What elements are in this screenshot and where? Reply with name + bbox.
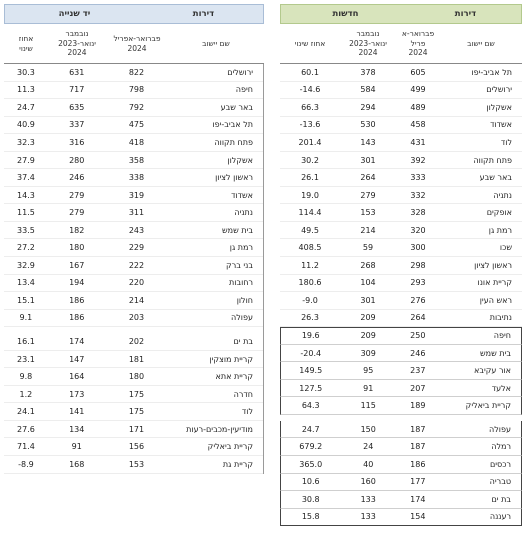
pct-cell: 66.3: [301, 102, 319, 112]
used-header-name: שם יישוב: [202, 38, 230, 48]
table-row: [4, 152, 263, 170]
table-row: [280, 239, 522, 257]
prev-period-cell: 141: [69, 407, 85, 417]
settlement-name-cell: קריית אונו: [477, 278, 512, 288]
pct-cell: 11.5: [17, 208, 35, 218]
prev-period-cell: 164: [69, 372, 85, 382]
used-header-curr: פברואר-אפריל 2024: [113, 34, 161, 53]
table-row: [280, 491, 522, 509]
prev-period-cell: 279: [69, 208, 85, 218]
current-period-cell: 392: [410, 155, 426, 165]
pct-cell: 149.5: [299, 366, 323, 376]
prev-period-cell: 309: [360, 348, 376, 358]
table-row: [280, 257, 522, 275]
pct-cell: 408.5: [298, 243, 322, 253]
prev-period-cell: 150: [360, 424, 376, 434]
used-banner-sub: דירות: [192, 9, 215, 19]
prev-period-cell: 264: [360, 173, 376, 183]
prev-period-cell: 209: [360, 313, 376, 323]
new-header-name: שם יישוב: [467, 38, 495, 48]
pct-cell: 13.4: [17, 278, 35, 288]
settlement-name-cell: נתיבות: [489, 313, 512, 323]
table-row: [280, 222, 522, 240]
pct-cell: 37.4: [17, 173, 35, 183]
current-period-cell: 798: [128, 85, 145, 95]
settlement-name-cell: לוד: [241, 407, 253, 417]
current-period-cell: 475: [128, 120, 145, 130]
table-row: [4, 134, 263, 152]
settlement-name-cell: עפולה: [489, 424, 511, 434]
table-row: [280, 310, 522, 328]
current-period-cell: 243: [128, 225, 145, 235]
settlement-name-cell: עפולה: [231, 313, 253, 323]
pct-cell: 30.2: [301, 155, 319, 165]
current-period-cell: 458: [410, 120, 426, 130]
settlement-name-cell: בני ברק: [226, 260, 253, 270]
pct-cell: 32.3: [17, 137, 35, 147]
used-table-body: [4, 64, 264, 474]
settlement-name-cell: חדרה: [233, 389, 253, 399]
table-row: [280, 421, 522, 439]
prev-period-cell: 186: [69, 313, 85, 323]
current-period-cell: 276: [410, 295, 426, 305]
used-banner-title: יד שנייה: [58, 9, 91, 19]
settlement-name-cell: באר שבע: [479, 173, 512, 183]
pct-cell: -20.4: [300, 348, 322, 358]
settlement-name-cell: חולון: [236, 295, 253, 305]
settlement-name-cell: ירושלים: [486, 85, 512, 95]
settlement-name-cell: חיפה: [235, 85, 253, 95]
prev-period-cell: 378: [360, 67, 376, 77]
pct-cell: 114.4: [298, 208, 322, 218]
prev-period-cell: 294: [360, 102, 376, 112]
table-row: [4, 386, 263, 404]
settlement-name-cell: בית שמש: [480, 348, 511, 358]
current-period-cell: 177: [410, 477, 426, 487]
prev-period-cell: 186: [69, 295, 85, 305]
prev-period-cell: 635: [69, 102, 85, 112]
settlement-name-cell: רמת גן: [488, 225, 512, 235]
used-banner: [4, 4, 264, 24]
pct-cell: 32.9: [17, 260, 35, 270]
current-period-cell: 298: [410, 260, 426, 270]
settlement-name-cell: ראשון לציון: [215, 173, 253, 183]
prev-period-cell: 133: [360, 494, 376, 504]
settlement-name-cell: נתניה: [234, 208, 253, 218]
table-row: [4, 438, 263, 456]
current-period-cell: 175: [128, 389, 145, 399]
pct-cell: 11.2: [301, 260, 319, 270]
prev-period-cell: 40: [363, 459, 374, 469]
table-row: [4, 82, 263, 100]
current-period-cell: 293: [410, 278, 426, 288]
settlement-name-cell: קריית מוצקין: [209, 354, 253, 364]
current-period-cell: 499: [410, 85, 426, 95]
settlement-name-cell: קריית אתא: [215, 372, 253, 382]
settlement-name-cell: בת ים: [233, 336, 253, 346]
settlement-name-cell: רמלה: [491, 442, 511, 452]
current-period-cell: 153: [128, 459, 145, 469]
prev-period-cell: 214: [360, 225, 376, 235]
current-period-cell: 328: [410, 208, 426, 218]
settlement-name-cell: בית שמש: [222, 225, 253, 235]
table-row: [4, 456, 263, 474]
pct-cell: 19.6: [301, 331, 320, 341]
table-row: [280, 362, 522, 380]
current-period-cell: 320: [410, 225, 426, 235]
prev-period-cell: 95: [363, 366, 374, 376]
table-row: [4, 64, 263, 82]
settlement-name-cell: רעננה: [489, 512, 511, 522]
new-apartments-panel: [280, 4, 522, 526]
pct-cell: 40.9: [17, 120, 35, 130]
settlement-name-cell: קריית גת: [222, 459, 253, 469]
table-row: [280, 99, 522, 117]
table-row: [280, 380, 522, 398]
settlement-name-cell: בת ים: [491, 494, 511, 504]
table-row: [280, 187, 522, 205]
table-row: [280, 456, 522, 474]
table-row: [4, 351, 263, 369]
table-row: [280, 169, 522, 187]
prev-period-cell: 279: [69, 190, 85, 200]
pct-cell: 9.1: [19, 313, 33, 323]
settlement-name-cell: אלעד: [491, 383, 511, 393]
table-row: [4, 204, 263, 222]
pct-cell: 64.3: [301, 401, 320, 411]
settlement-name-cell: מודיעין-מכבים-רעות: [186, 424, 253, 434]
new-header-pct: אחוז שינוי: [294, 38, 326, 48]
prev-period-cell: 337: [69, 120, 85, 130]
settlement-name-cell: אשדוד: [231, 190, 253, 200]
settlement-name-cell: אור עקיבא: [473, 366, 511, 376]
prev-period-cell: 209: [360, 331, 376, 341]
pct-cell: 30.8: [301, 494, 320, 504]
settlement-name-cell: ראשון לציון: [474, 260, 512, 270]
table-row: [280, 397, 522, 415]
table-row: [4, 403, 263, 421]
prev-period-cell: 160: [360, 477, 376, 487]
pct-cell: 71.4: [17, 442, 35, 452]
pct-cell: 24.7: [17, 102, 35, 112]
settlement-name-cell: פתח תקווה: [214, 137, 253, 147]
prev-period-cell: 167: [69, 260, 85, 270]
pct-cell: 27.2: [17, 243, 35, 253]
pct-cell: 10.6: [301, 477, 320, 487]
pct-cell: 16.1: [17, 336, 35, 346]
table-row: [4, 333, 263, 351]
table-row: [280, 152, 522, 170]
prev-period-cell: 147: [69, 354, 85, 364]
used-apartments-panel: [4, 4, 264, 474]
current-period-cell: 338: [128, 173, 145, 183]
current-period-cell: 171: [128, 424, 145, 434]
current-period-cell: 214: [128, 295, 145, 305]
prev-period-cell: 133: [360, 512, 376, 522]
prev-period-cell: 153: [360, 208, 376, 218]
current-period-cell: 229: [128, 243, 145, 253]
settlement-name-cell: אשדוד: [490, 120, 512, 130]
settlement-name-cell: חיפה: [493, 331, 511, 341]
table-row: [280, 474, 522, 492]
table-row: [280, 292, 522, 310]
current-period-cell: 156: [128, 442, 145, 452]
pct-cell: 1.2: [19, 389, 33, 399]
current-period-cell: 319: [128, 190, 145, 200]
pct-cell: 30.3: [17, 67, 35, 77]
prev-period-cell: 316: [69, 137, 85, 147]
prev-period-cell: 168: [69, 459, 85, 469]
pct-cell: 33.5: [17, 225, 35, 235]
table-row: [4, 99, 263, 117]
table-row: [280, 345, 522, 363]
current-period-cell: 264: [410, 313, 426, 323]
pct-cell: -8.9: [18, 459, 34, 469]
prev-period-cell: 173: [69, 389, 85, 399]
settlement-name-cell: רחובות: [229, 278, 253, 288]
prev-period-cell: 194: [69, 278, 85, 288]
prev-period-cell: 134: [69, 424, 85, 434]
table-row: [4, 239, 263, 257]
table-row: [280, 509, 522, 527]
pct-cell: 60.1: [301, 67, 319, 77]
prev-period-cell: 268: [360, 260, 376, 270]
current-period-cell: 605: [410, 67, 426, 77]
pct-cell: -9.0: [302, 295, 318, 305]
settlement-name-cell: ירושלים: [227, 67, 253, 77]
settlement-name-cell: לוד: [500, 137, 512, 147]
table-row: [4, 421, 263, 439]
current-period-cell: 250: [410, 331, 426, 341]
settlement-name-cell: טבריה: [489, 477, 511, 487]
current-period-cell: 203: [128, 313, 145, 323]
prev-period-cell: 91: [71, 442, 82, 452]
table-row: [4, 222, 263, 240]
pct-cell: 679.2: [299, 442, 323, 452]
new-banner: [280, 4, 522, 24]
prev-period-cell: 301: [360, 155, 376, 165]
pct-cell: 24.1: [17, 407, 35, 417]
current-period-cell: 332: [410, 190, 426, 200]
used-header-prev: נובמבר 2023-ינואר 2024: [58, 29, 96, 58]
prev-period-cell: 280: [69, 155, 85, 165]
settlement-name-cell: רכסים: [489, 459, 511, 469]
table-row: [4, 275, 263, 293]
used-header-pct: אחוז שינוי: [18, 34, 34, 53]
settlement-name-cell: אשקלון: [486, 102, 512, 112]
pct-cell: -13.6: [299, 120, 321, 130]
table-row: [280, 275, 522, 293]
current-period-cell: 174: [410, 494, 426, 504]
table-row: [280, 204, 522, 222]
current-period-cell: 358: [128, 155, 145, 165]
table-row: [280, 134, 522, 152]
prev-period-cell: 246: [69, 173, 85, 183]
current-period-cell: 202: [128, 336, 145, 346]
current-period-cell: 186: [410, 459, 426, 469]
table-row: [280, 327, 522, 345]
table-row: [4, 169, 263, 187]
table-row: [4, 187, 263, 205]
settlement-name-cell: רמת גן: [229, 243, 253, 253]
current-period-cell: 220: [128, 278, 145, 288]
settlement-name-cell: ראש העין: [479, 295, 512, 305]
settlement-name-cell: שכו: [499, 243, 512, 253]
current-period-cell: 189: [410, 401, 426, 411]
new-header-prev: נובמבר 2023-ינואר 2024: [349, 29, 387, 58]
settlement-name-cell: קריית ביאליק: [207, 442, 253, 452]
prev-period-cell: 279: [360, 190, 376, 200]
prev-period-cell: 174: [69, 336, 85, 346]
prev-period-cell: 115: [360, 401, 376, 411]
current-period-cell: 187: [410, 424, 426, 434]
current-period-cell: 246: [410, 348, 426, 358]
table-row: [4, 292, 263, 310]
prev-period-cell: 24: [363, 442, 374, 452]
used-column-headers: [4, 24, 264, 64]
current-period-cell: 300: [410, 243, 426, 253]
pct-cell: 201.4: [298, 137, 322, 147]
current-period-cell: 154: [410, 512, 426, 522]
settlement-name-cell: תל אביב-יפו: [212, 120, 253, 130]
pct-cell: 26.1: [301, 173, 319, 183]
table-row: [280, 438, 522, 456]
pct-cell: 19.0: [301, 190, 319, 200]
prev-period-cell: 59: [362, 243, 374, 253]
prev-period-cell: 584: [360, 85, 376, 95]
pct-cell: 127.5: [299, 383, 323, 393]
current-period-cell: 175: [128, 407, 145, 417]
table-row: [280, 117, 522, 135]
prev-period-cell: 182: [69, 225, 85, 235]
current-period-cell: 489: [410, 102, 426, 112]
pct-cell: 15.8: [301, 512, 320, 522]
pct-cell: 365.0: [299, 459, 323, 469]
prev-period-cell: 631: [69, 67, 85, 77]
settlement-name-cell: אופקים: [486, 208, 512, 218]
table-row: [4, 257, 263, 275]
prev-period-cell: 143: [360, 137, 376, 147]
current-period-cell: 187: [410, 442, 426, 452]
current-period-cell: 181: [128, 354, 145, 364]
prev-period-cell: 91: [363, 383, 374, 393]
prev-period-cell: 530: [360, 120, 376, 130]
prev-period-cell: 301: [360, 295, 376, 305]
pct-cell: 27.9: [17, 155, 35, 165]
current-period-cell: 418: [128, 137, 145, 147]
current-period-cell: 431: [410, 137, 426, 147]
pct-cell: 23.1: [17, 354, 35, 364]
prev-period-cell: 180: [69, 243, 85, 253]
current-period-cell: 311: [128, 208, 145, 218]
pct-cell: 49.5: [301, 225, 319, 235]
settlement-name-cell: נתניה: [493, 190, 512, 200]
pct-cell: 14.3: [17, 190, 35, 200]
prev-period-cell: 104: [360, 278, 376, 288]
settlement-name-cell: קריית ביאליק: [465, 401, 511, 411]
table-row: [280, 82, 522, 100]
table-row: [280, 64, 522, 82]
current-period-cell: 207: [410, 383, 426, 393]
current-period-cell: 222: [128, 260, 145, 270]
current-period-cell: 792: [128, 102, 145, 112]
pct-cell: 11.3: [17, 85, 35, 95]
current-period-cell: 822: [128, 67, 145, 77]
table-row: [4, 117, 263, 135]
new-column-headers: [280, 24, 522, 64]
pct-cell: 180.6: [298, 278, 322, 288]
settlement-name-cell: פתח תקווה: [473, 155, 512, 165]
pct-cell: 26.3: [301, 313, 319, 323]
settlement-name-cell: באר שבע: [220, 102, 253, 112]
new-banner-title: חדשות: [332, 9, 359, 19]
current-period-cell: 237: [410, 366, 426, 376]
new-table-body: [280, 64, 522, 526]
settlement-name-cell: תל אביב-יפו: [471, 67, 512, 77]
current-period-cell: 333: [410, 173, 426, 183]
pct-cell: 15.1: [17, 295, 35, 305]
prev-period-cell: 717: [69, 85, 85, 95]
pct-cell: -14.6: [299, 85, 321, 95]
new-header-curr: פברואר-א פריל 2024: [401, 29, 435, 58]
pct-cell: 27.6: [17, 424, 35, 434]
pct-cell: 9.8: [19, 372, 33, 382]
current-period-cell: 180: [128, 372, 145, 382]
table-row: [4, 368, 263, 386]
settlement-name-cell: אשקלון: [227, 155, 253, 165]
table-row: [4, 310, 263, 328]
pct-cell: 24.7: [301, 424, 320, 434]
new-banner-sub: דירות: [454, 9, 477, 19]
